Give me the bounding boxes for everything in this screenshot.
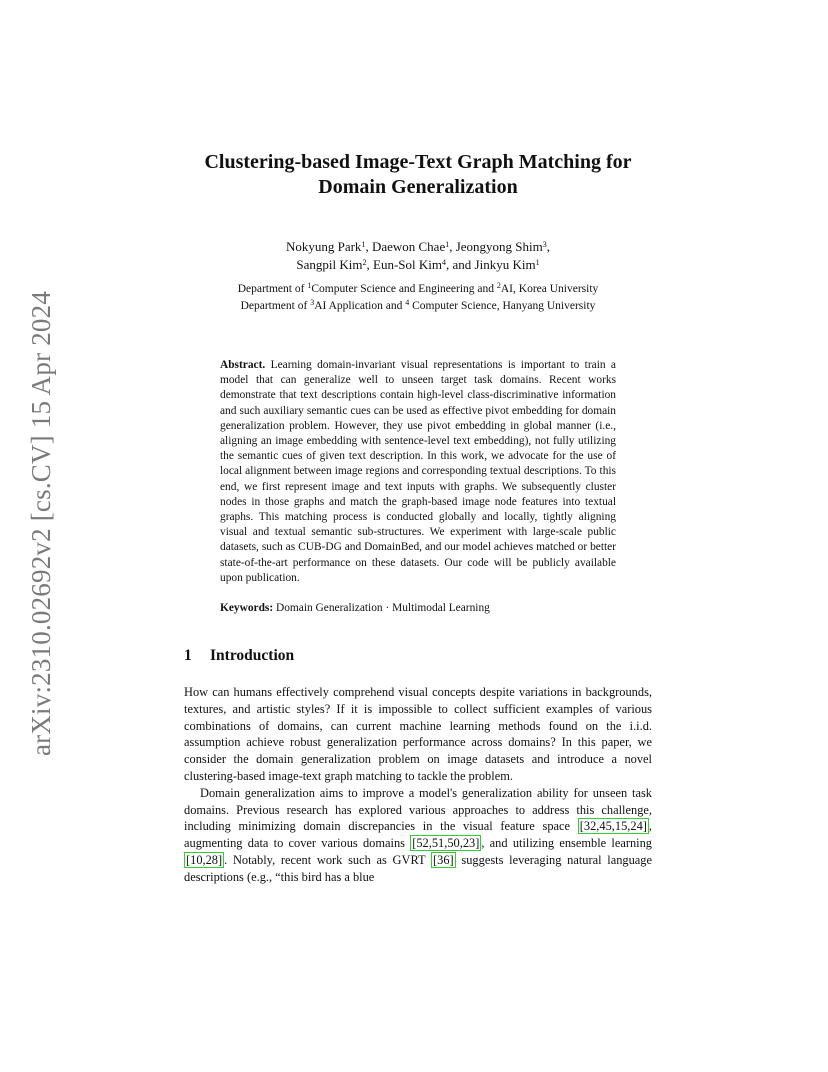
author-name: Nokyung Park xyxy=(285,239,362,254)
arxiv-side-stamp xyxy=(22,288,62,758)
abstract-text: Learning domain-invariant visual representations is important to train a model that can generalize well to unseen target task domains. Recent works demonstrate that text descriptions contain high-level class-discriminative information and such auxiliary semantic cues can be used as effective pivot embedding for domain generalization problem. However, they use pivot embedding in global manner (i.e., aligning an image embedding with sentence-level text embedding), not fully utilizing the semantic cues of given text description. In this work, we advocate for the use of local alignment between image regions and corresponding textual descriptions. To this end, we first represent image and text inputs with graphs. We subsequently cluster nodes in those graphs and match the graph-based image node features into textual graphs. This matching process is conducted globally and locally, tightly aligning visual and textual semantic sub-structures. We experiment with large-scale public datasets, such as CUB-DG and DomainBed, and our model achieves matched or better state-of-the-art performance on these datasets. Our code will be publicly available upon publication. xyxy=(220,359,616,584)
affiliation-line-2: Department of $^3$AI Application and $^4$ Computer Science, Hanyang University xyxy=(240,298,596,312)
keywords xyxy=(220,601,616,616)
author-name: Daewon Chae xyxy=(371,239,446,254)
author-affiliation-mark: 1 xyxy=(361,240,366,249)
author-affiliation-mark: 3 xyxy=(542,240,547,249)
author-name: Jinkyu Kim xyxy=(474,257,536,272)
author-affiliation-mark: 2 xyxy=(362,258,367,267)
abstract xyxy=(220,358,616,586)
author-affiliation-mark: 4 xyxy=(442,258,446,267)
citation-link[interactable]: [10,28] xyxy=(186,853,223,868)
intro-paragraph-1: How can humans effectively comprehend visual concepts despite variations in backgrounds, textures, and artistic styles? If it is impossible to collect sufficient examples of various combinations of domains, can current machine learning methods found on the i.i.d. assumption achieve robust generalization performance across domains? In this paper, we consider the domain generalization problem on image datasets and introduce a novel clustering-based image-text graph matching to tackle the problem. xyxy=(184,685,652,784)
citation-link[interactable]: [32,45,15,24] xyxy=(579,819,647,834)
author-affiliation-mark: 1 xyxy=(535,258,540,267)
intro-paragraph-2: Domain generalization aims to improve a model's generalization ability for unseen task domains. Previous research has explored various approaches to address this challenge, including minimizing domain discrepancies in the visual feature space [32,45,15,24] , augmenting data to cover various domains [52,51,50,23] , and utilizing ensemble learning [10,28] . Notably, recent work such as GVRT [36] suggests leveraging natural language descriptions (e.g., “this bird has a blue xyxy=(184,785,652,884)
section-heading-introduction xyxy=(184,646,652,666)
paper-page xyxy=(184,150,652,886)
author-name: Jeongyong Shim xyxy=(455,239,543,254)
affiliations xyxy=(184,281,652,315)
citation-link[interactable]: [52,51,50,23] xyxy=(412,836,480,851)
author-name: Eun-Sol Kim xyxy=(373,257,442,272)
keywords-label: Keywords: xyxy=(220,602,274,615)
author-name: Sangpil Kim xyxy=(296,257,363,272)
citation-link[interactable]: [36] xyxy=(433,853,454,868)
abstract-label: Abstract. xyxy=(220,359,266,371)
title-line-1: Clustering-based Image-Text Graph Matching for xyxy=(204,151,632,173)
arxiv-identifier: arXiv:2310.02692v2 [cs.CV] 15 Apr 2024 xyxy=(26,290,57,756)
section-title: Introduction xyxy=(210,647,295,665)
section-number: 1 xyxy=(184,647,192,665)
affiliation-line-1: Department of $^1$Computer Science and Engineering and $^2$AI, Korea University xyxy=(237,281,599,295)
paper-title xyxy=(184,150,652,200)
author-affiliation-mark: 1 xyxy=(445,240,450,249)
keywords-text: Domain Generalization · Multimodal Learning xyxy=(276,602,490,615)
title-line-2: Domain Generalization xyxy=(318,176,518,198)
author-list: Nokyung Park$^1$, Daewon Chae$^1$, Jeongyong Shim$^3$, Sangpil Kim$^2$, Eun-Sol Kim$^4$, and Jinkyu Kim$^1$ xyxy=(285,239,551,272)
